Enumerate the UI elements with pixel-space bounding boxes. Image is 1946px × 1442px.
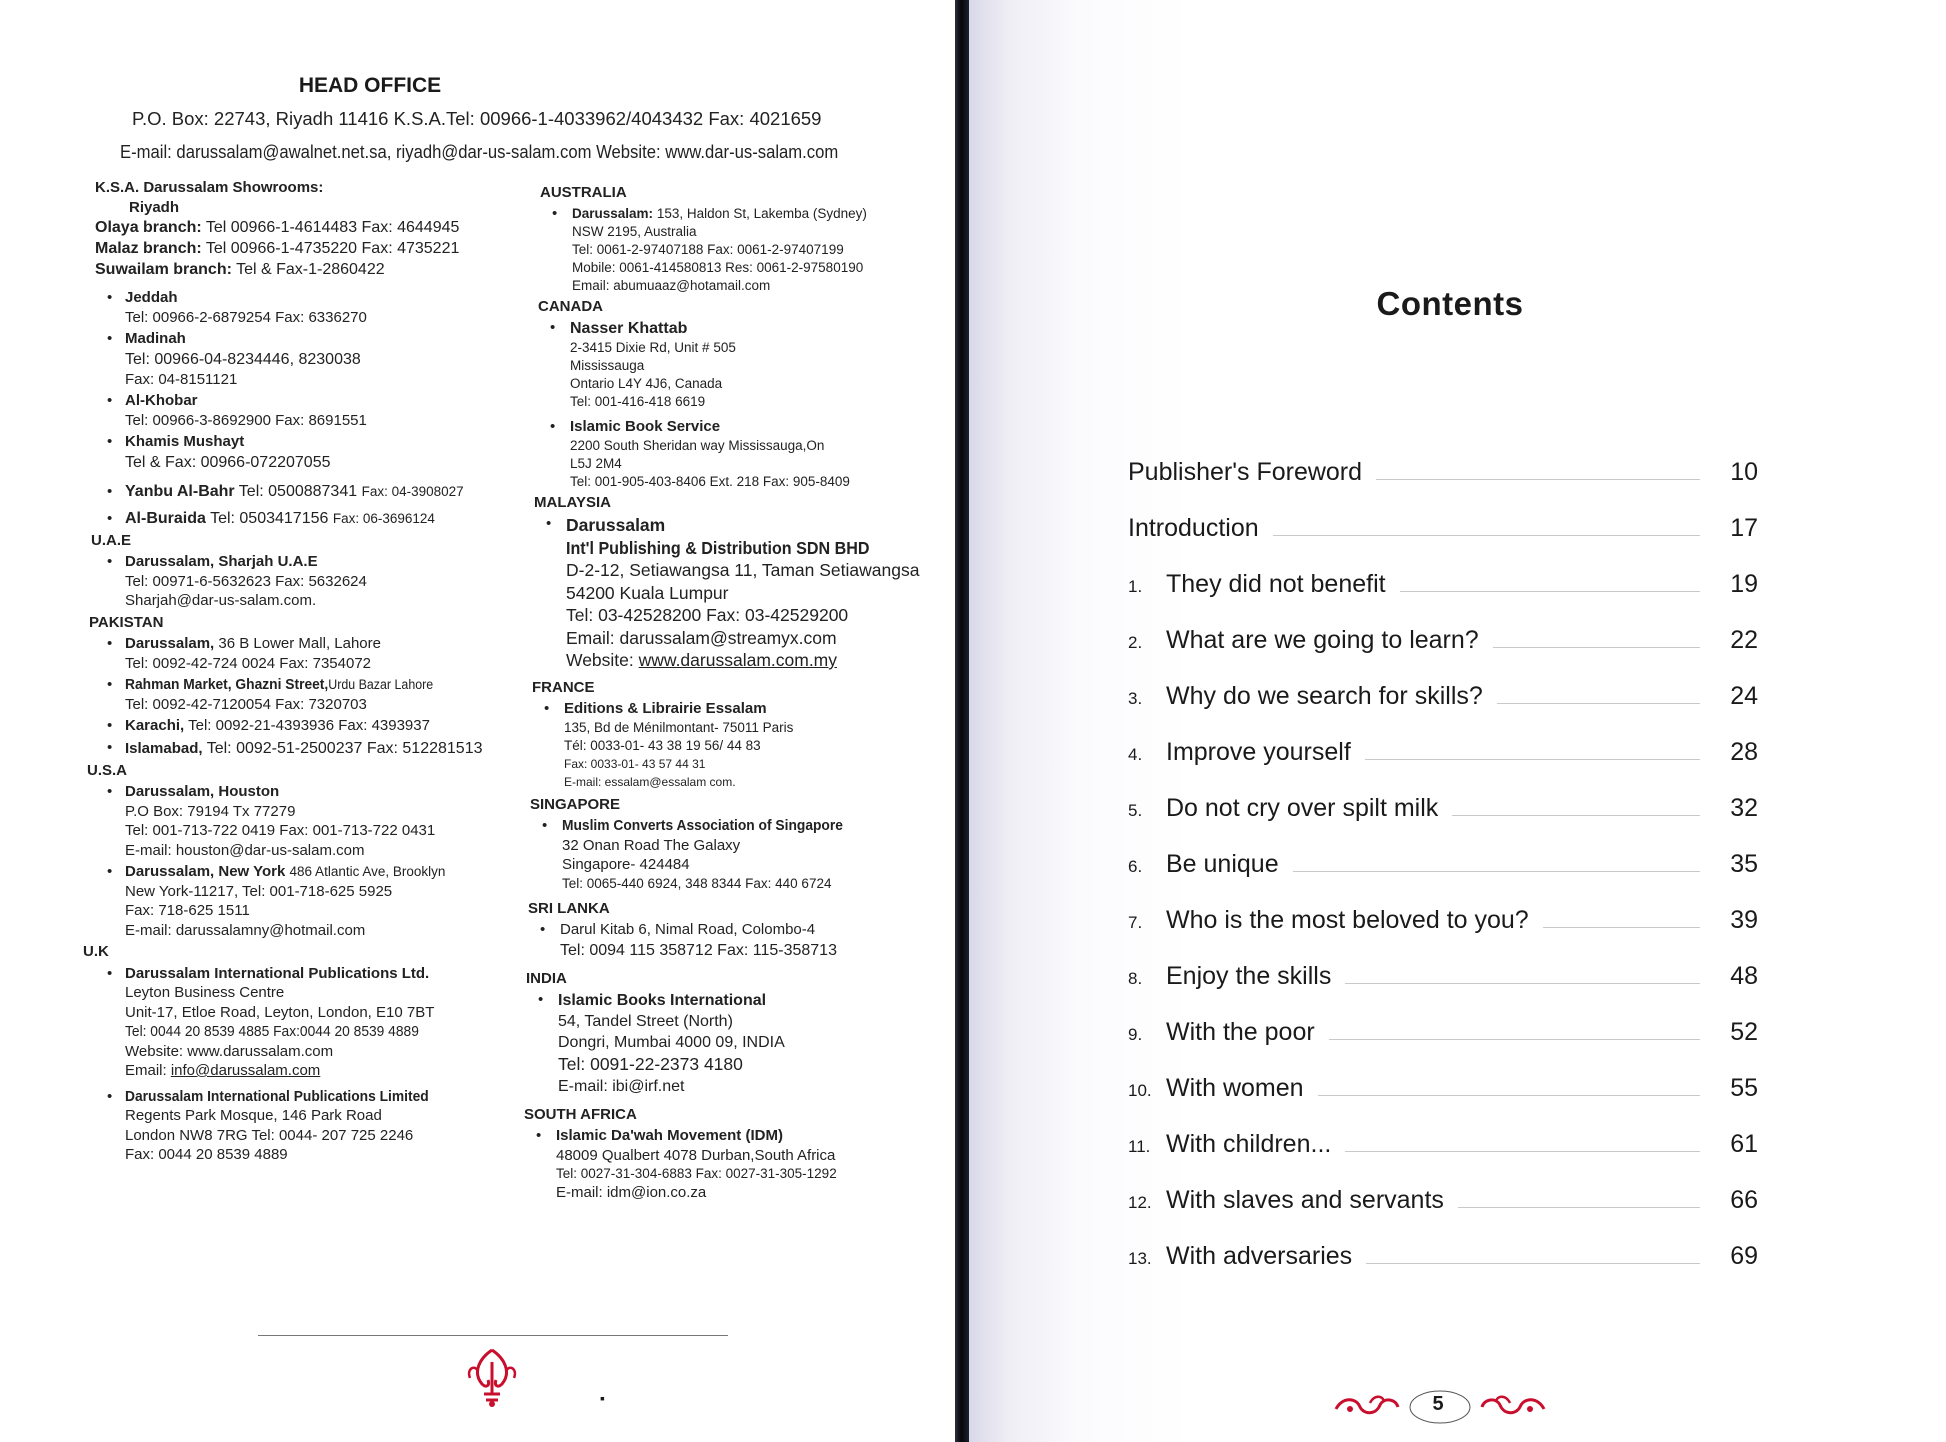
toc-page: 10	[1730, 458, 1758, 486]
entry-line: Tel: 03-42528200 Fax: 03-42529200	[566, 605, 849, 625]
entry-name: • Darussalam	[566, 515, 666, 535]
city-name: • Madinah	[125, 330, 186, 347]
toc-leader	[1365, 759, 1700, 760]
city-tel: Tel: 0500887341	[238, 482, 358, 500]
page-number: 5	[1432, 1393, 1444, 1415]
entry-line: Fax: 718-625 1511	[125, 902, 250, 919]
entry-tel: Tel: 0091-22-2373 4180	[558, 1054, 743, 1074]
toc-number: 3.	[1128, 689, 1143, 708]
toc-page: 19	[1730, 570, 1758, 598]
toc-page: 61	[1730, 1130, 1758, 1158]
branch-name: Olaya branch:	[95, 219, 202, 236]
city-entry	[95, 391, 525, 430]
canada-entry	[538, 318, 924, 411]
toc-number: 8.	[1128, 969, 1143, 988]
toc-page: 17	[1730, 514, 1758, 542]
pakistan-entry	[95, 716, 525, 736]
entry-line: NSW 2195, Australia	[572, 223, 697, 239]
entry-line: Leyton Business Centre	[125, 984, 285, 1001]
toc-number: 10.	[1128, 1081, 1152, 1100]
toc-leader	[1497, 703, 1700, 704]
uk-entry	[95, 1087, 525, 1165]
uk-entry	[95, 964, 525, 1081]
entry-line: Tel: 00971-6-5632623 Fax: 5632624	[125, 572, 367, 590]
toc-title: Introduction	[1128, 514, 1259, 542]
entry-line: Mobile: 0061-414580813 Res: 0061-2-97580190	[572, 259, 864, 275]
entry-line: Tel: 001-416-418 6619	[570, 394, 706, 409]
toc-title: With slaves and servants	[1166, 1186, 1444, 1214]
entry-line: Mississauga	[570, 358, 645, 373]
city-fax: Fax: 04-3908027	[361, 483, 464, 499]
entry-line: Tél: 0033-01- 43 38 19 56/ 44 83	[564, 737, 761, 753]
ink-mark: ▪	[600, 1390, 605, 1406]
email-link[interactable]: info@darussalam.com	[170, 1062, 321, 1079]
entry-line: 135, Bd de Ménilmontant- 75011 Paris	[564, 719, 794, 735]
footer-divider	[258, 1335, 728, 1336]
toc-leader	[1318, 1095, 1700, 1096]
branch-detail: Tel 00966-1-4614483 Fax: 4644945	[205, 219, 460, 236]
usa-heading: U.S.A	[87, 761, 128, 779]
city-fax: Fax: 06-3696124	[332, 510, 435, 526]
toc-title: With women	[1166, 1074, 1304, 1102]
uk-heading: U.K	[83, 943, 109, 960]
entry-line: Tel: 001-713-722 0419 Fax: 001-713-722 0431	[125, 822, 436, 839]
city-line: Fax: 04-8151121	[125, 370, 238, 388]
toc-title: With children...	[1166, 1130, 1332, 1158]
toc-entry[interactable]	[1128, 906, 1758, 962]
france-heading: FRANCE	[532, 678, 595, 696]
toc-entry[interactable]	[1128, 682, 1758, 738]
entry-name: Darussalam,	[125, 635, 215, 652]
toc-page: 69	[1730, 1242, 1758, 1270]
entry-line: 54, Tandel Street (North)	[558, 1013, 733, 1030]
entry-rest: Tel: 0092-21-4393936 Fax: 4393937	[188, 717, 430, 734]
entry-name: Islamabad,	[125, 739, 203, 757]
ksa-city: Riyadh	[129, 198, 180, 216]
city-line: Tel & Fax: 00966-072207055	[125, 453, 331, 471]
toc-page: 52	[1730, 1018, 1758, 1046]
toc-leader	[1452, 815, 1700, 816]
city-line: Tel: 00966-2-6879254 Fax: 6336270	[125, 308, 367, 326]
entry-line: 2200 South Sheridan way Mississauga,On	[570, 437, 825, 453]
city-line: Tel: 00966-04-8234446, 8230038	[125, 350, 361, 368]
uae-heading: U.A.E	[91, 531, 132, 549]
branches-right-column	[524, 181, 924, 1203]
city-entry	[95, 288, 525, 327]
toc-page: 66	[1730, 1186, 1758, 1214]
entry-name: Karachi,	[125, 717, 185, 734]
toc-title: Why do we search for skills?	[1166, 682, 1483, 710]
entry-line: London NW8 7RG Tel: 0044- 207 725 2246	[125, 1126, 414, 1144]
toc-page: 32	[1730, 794, 1758, 822]
toc-entry[interactable]	[1128, 1242, 1758, 1298]
entry-line: New York-11217, Tel: 001-718-625 5925	[125, 882, 393, 900]
branch-detail: Tel 00966-1-4735220 Fax: 4735221	[205, 240, 460, 257]
entry-line: Tel: 0092-42-724 0024 Fax: 7354072	[125, 654, 372, 672]
toc-page: 22	[1730, 626, 1758, 654]
toc-leader	[1376, 479, 1700, 480]
entry-line: Regents Park Mosque, 146 Park Road	[125, 1107, 382, 1124]
entry-line: Ontario L4Y 4J6, Canada	[570, 376, 723, 391]
entry-line: Website: www.darussalam.com	[125, 1042, 334, 1060]
toc-number: 7.	[1128, 913, 1143, 932]
toc-number: 4.	[1128, 745, 1143, 764]
email-label: Email:	[125, 1062, 171, 1079]
branch-name: Suwailam branch:	[95, 261, 232, 278]
toc-leader	[1400, 591, 1700, 592]
city-entry	[95, 432, 525, 473]
toc-leader	[1345, 1151, 1700, 1152]
toc-title: Do not cry over spilt milk	[1166, 794, 1439, 822]
entry-line: E-mail: idm@ion.co.za	[556, 1184, 707, 1201]
toc-title: With the poor	[1166, 1018, 1315, 1046]
table-of-contents	[1128, 458, 1758, 1298]
city-name: Yanbu Al-Bahr	[125, 482, 235, 500]
entry-line: Singapore- 424484	[562, 856, 690, 873]
entry-line: Fax: 0033-01- 43 57 44 31	[564, 756, 706, 771]
toc-entry[interactable]	[1128, 458, 1758, 514]
entry-name: Muslim Converts Association of Singapore	[562, 817, 843, 834]
head-office-address: P.O. Box: 22743, Riyadh 11416 K.S.A.Tel: 00966-1-4033962/4043432 Fax: 4021659	[132, 108, 822, 129]
entry-subname: Int'l Publishing & Distribution SDN BHD	[566, 537, 870, 558]
south-africa-entry	[524, 1126, 924, 1203]
pakistan-entry	[95, 634, 525, 673]
entry-name: Rahman Market, Ghazni Street,	[125, 676, 329, 693]
south-africa-heading: SOUTH AFRICA	[524, 1105, 637, 1123]
entry-name: • Darussalam International Publications Ltd.	[125, 964, 430, 982]
book-spine	[955, 0, 969, 1442]
singapore-entry	[530, 816, 924, 893]
toc-number: 1.	[1128, 577, 1143, 596]
pakistan-entry	[95, 675, 525, 714]
toc-title: Enjoy the skills	[1166, 962, 1332, 990]
head-office-block	[120, 74, 900, 168]
toc-title: What are we going to learn?	[1166, 626, 1479, 654]
toc-entry[interactable]	[1128, 1018, 1758, 1074]
toc-entry[interactable]	[1128, 626, 1758, 682]
entry-name: • Editions & Librairie Essalam	[564, 700, 767, 717]
pakistan-heading: PAKISTAN	[89, 613, 164, 631]
toc-number: 5.	[1128, 801, 1143, 820]
toc-title: Be unique	[1166, 850, 1279, 878]
toc-number: 2.	[1128, 633, 1143, 652]
entry-name: Darussalam International Publications Limited	[125, 1087, 429, 1105]
entry-name: • Islamic Books International	[558, 992, 767, 1009]
entry-line: 2-3415 Dixie Rd, Unit # 505	[570, 340, 736, 355]
head-office-title: HEAD OFFICE	[298, 74, 442, 97]
toc-entry[interactable]	[1128, 738, 1758, 794]
entry-line: Tel: 0092-42-7120054 Fax: 7320703	[125, 695, 367, 713]
entry-line: L5J 2M4	[570, 455, 622, 471]
ksa-branch	[95, 259, 525, 280]
ksa-branch	[95, 238, 525, 259]
toc-page: 55	[1730, 1074, 1758, 1102]
entry-line: Tel: 0065-440 6924, 348 8344 Fax: 440 6724	[562, 875, 832, 891]
toc-title: Publisher's Foreword	[1128, 458, 1363, 486]
toc-leader	[1293, 871, 1700, 872]
entry-email: E-mail: ibi@irf.net	[558, 1077, 685, 1095]
branch-detail: Tel & Fax-1-2860422	[236, 261, 385, 278]
australia-heading: AUSTRALIA	[540, 184, 627, 201]
ksa-heading: K.S.A. Darussalam Showrooms:	[95, 179, 324, 196]
toc-title: With adversaries	[1166, 1242, 1353, 1270]
city-entry	[95, 481, 525, 502]
entry-name: • Darussalam, Sharjah U.A.E	[125, 553, 318, 570]
toc-entry[interactable]	[1128, 570, 1758, 626]
toc-page: 24	[1730, 682, 1758, 710]
entry-line: 54200 Kuala Lumpur	[566, 582, 729, 603]
uae-entry	[95, 552, 525, 611]
toc-leader	[1493, 647, 1700, 648]
toc-leader	[1366, 1263, 1700, 1264]
toc-number: 6.	[1128, 857, 1143, 876]
toc-page: 39	[1730, 906, 1758, 934]
toc-title: Who is the most beloved to you?	[1166, 906, 1529, 934]
toc-entry[interactable]	[1128, 514, 1758, 570]
entry-line: Dongri, Mumbai 4000 09, INDIA	[558, 1034, 785, 1051]
entry-line: Tel: 001-905-403-8406 Ext. 218 Fax: 905-8409	[570, 473, 850, 489]
entry-line: Email: abumuaaz@hotamail.com	[572, 277, 771, 293]
canada-entry	[538, 417, 924, 491]
srilanka-entry	[528, 920, 924, 961]
australia-entry	[540, 205, 924, 295]
toc-leader	[1329, 1039, 1700, 1040]
entry-line: Email: darussalam@streamyx.com	[566, 627, 837, 648]
france-entry	[532, 699, 924, 791]
toc-entry[interactable]	[1128, 1130, 1758, 1186]
entry-name: • Islamic Da'wah Movement (IDM)	[556, 1127, 783, 1144]
entry-name: • Nasser Khattab	[570, 320, 688, 337]
toc-title: Improve yourself	[1166, 738, 1351, 766]
city-line: Tel: 00966-3-8692900 Fax: 8691551	[125, 411, 367, 429]
toc-entry[interactable]	[1128, 1074, 1758, 1130]
contents-title: Contents	[1376, 285, 1524, 322]
entry-line: Sharjah@dar-us-salam.com.	[125, 592, 317, 609]
entry-line: D-2-12, Setiawangsa 11, Taman Setiawangsa	[566, 560, 920, 580]
city-entry	[95, 329, 525, 389]
entry-rest: Urdu Bazar Lahore	[328, 677, 434, 692]
toc-number: 12.	[1128, 1193, 1152, 1212]
city-name: • Jeddah	[125, 289, 178, 306]
canada-heading: CANADA	[538, 297, 603, 315]
city-tel: Tel: 0503417156	[210, 509, 329, 527]
entry-rest: 36 B Lower Mall, Lahore	[218, 635, 381, 652]
entry-line: Unit-17, Etloe Road, Leyton, London, E10 7BT	[125, 1003, 435, 1021]
toc-entry[interactable]	[1128, 850, 1758, 906]
toc-title: They did not benefit	[1166, 570, 1386, 598]
entry-line: E-mail: darussalamny@hotmail.com	[125, 921, 366, 939]
entry-line: Tel: 0094 115 358712 Fax: 115-358713	[560, 941, 837, 959]
entry-rest: 153, Haldon St, Lakemba (Sydney)	[656, 205, 867, 221]
entry-line: E-mail: essalam@essalam com.	[564, 774, 736, 789]
toc-leader	[1458, 1207, 1700, 1208]
singapore-heading: SINGAPORE	[530, 795, 621, 813]
branches-left-column	[83, 178, 525, 1165]
india-heading: INDIA	[526, 969, 567, 987]
toc-page: 28	[1730, 738, 1758, 766]
entry-name: Darussalam, New York	[125, 863, 286, 880]
entry-line: Fax: 0044 20 8539 4889	[125, 1146, 288, 1163]
entry-line: Tel: 0044 20 8539 4885 Fax:0044 20 8539 4889	[125, 1023, 419, 1040]
entry-line: E-mail: houston@dar-us-salam.com	[125, 841, 365, 859]
entry-line: P.O Box: 79194 Tx 77279	[125, 802, 296, 820]
malaysia-heading: MALAYSIA	[534, 493, 611, 511]
malaysia-entry	[534, 514, 924, 672]
branch-name: Malaz branch:	[95, 240, 202, 257]
usa-entry	[95, 862, 525, 940]
city-name: Al-Buraida	[125, 509, 206, 527]
toc-number: 11.	[1128, 1137, 1151, 1156]
srilanka-heading: SRI LANKA	[528, 899, 610, 917]
entry-name: • Darussalam, Houston	[125, 783, 280, 800]
entry-name: • Darul Kitab 6, Nimal Road, Colombo-4	[560, 921, 816, 938]
entry-name: • Islamic Book Service	[570, 418, 721, 435]
pakistan-entry	[95, 738, 525, 759]
toc-page: 48	[1730, 962, 1758, 990]
city-name: • Al-Khobar	[125, 392, 198, 409]
toc-leader	[1273, 535, 1700, 536]
head-office-contact: E-mail: darussalam@awalnet.net.sa, riyadh@dar-us-salam.com Website: www.dar-us-salam.com	[120, 141, 839, 162]
entry-line: 48009 Qualbert 4078 Durban,South Africa	[556, 1146, 836, 1164]
entry-line: Tel: 0027-31-304-6883 Fax: 0027-31-305-1292	[556, 1166, 837, 1181]
toc-page: 35	[1730, 850, 1758, 878]
toc-entry[interactable]	[1128, 1186, 1758, 1242]
usa-entry	[95, 782, 525, 860]
entry-line: 32 Onan Road The Galaxy	[562, 836, 741, 854]
toc-number: 13.	[1128, 1249, 1152, 1268]
india-entry	[526, 990, 924, 1097]
toc-entry[interactable]	[1128, 794, 1758, 850]
city-entry	[95, 508, 525, 529]
entry-rest: Tel: 0092-51-2500237 Fax: 512281513	[206, 739, 483, 757]
ksa-branch	[95, 217, 525, 238]
toc-number: 9.	[1128, 1025, 1143, 1044]
floral-ornament-icon	[462, 1342, 522, 1417]
entry-rest: 486 Atlantic Ave, Brooklyn	[289, 864, 446, 879]
website-label: Website:	[566, 650, 639, 670]
left-page	[0, 0, 955, 1442]
entry-line: Tel: 0061-2-97407188 Fax: 0061-2-97407199	[572, 241, 844, 257]
toc-leader	[1345, 983, 1700, 984]
city-name: • Khamis Mushayt	[125, 433, 245, 450]
entry-name: Darussalam:	[572, 205, 654, 221]
toc-entry[interactable]	[1128, 962, 1758, 1018]
website-link[interactable]: www.darussalam.com.my	[638, 650, 838, 670]
toc-leader	[1543, 927, 1700, 928]
